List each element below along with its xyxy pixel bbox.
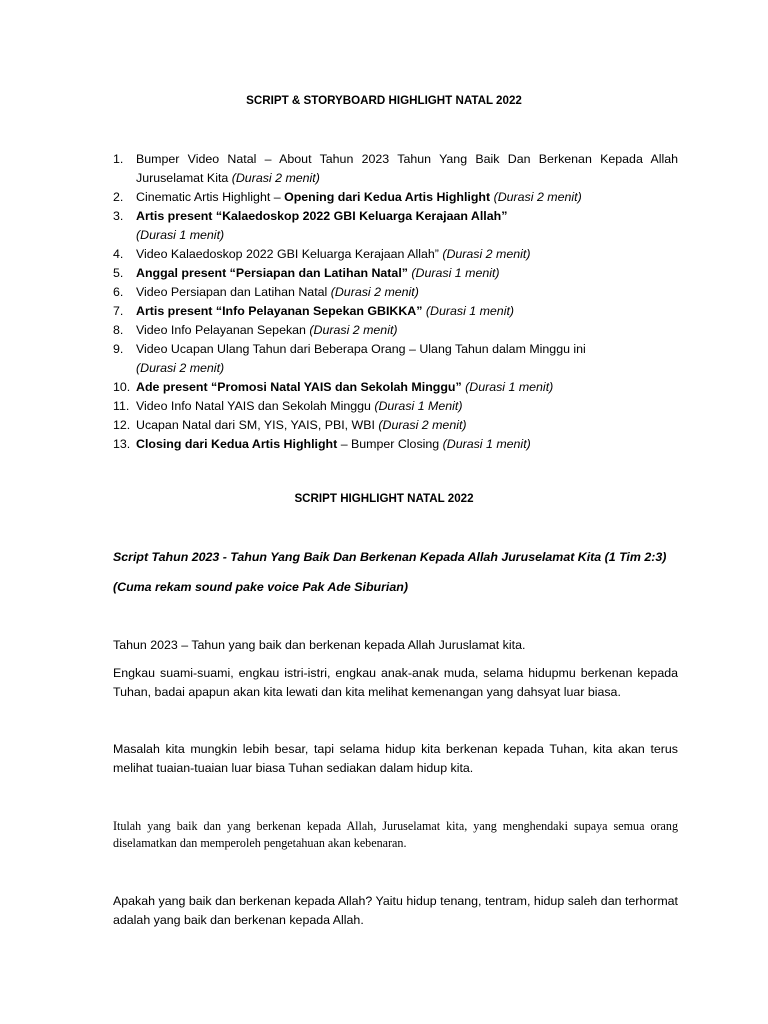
item-text: Video Info Natal YAIS dan Sekolah Minggu bbox=[136, 399, 375, 413]
item-text: (Durasi 2 menit) bbox=[378, 418, 467, 432]
item-text: (Durasi 2 menit) bbox=[231, 171, 320, 185]
paragraph: Itulah yang baik dan yang berkenan kepada Allah, Juruselamat kita, yang menghendaki supaya semua orang diselamatkan dan memperoleh pengetahuan akan kebenaran. bbox=[113, 819, 678, 850]
item-number: 12. bbox=[113, 418, 131, 432]
storyboard-item bbox=[113, 245, 678, 264]
item-text: Video Info Pelayanan Sepekan bbox=[136, 323, 310, 337]
item-text: (Durasi 2 menit) bbox=[136, 361, 225, 375]
storyboard-item bbox=[113, 283, 678, 302]
storyboard-item bbox=[113, 435, 678, 454]
paragraph: Masalah kita mungkin lebih besar, tapi selama hidup kita berkenan kepada Tuhan, kita akan terus melihat tuaian-tuaian luar biasa Tuhan sediakan dalam hidup kita. bbox=[113, 742, 678, 775]
item-text: (Durasi 2 menit) bbox=[309, 323, 398, 337]
storyboard-item bbox=[113, 321, 678, 340]
item-text: Artis present “Kalaedoskop 2022 GBI Keluarga Kerajaan Allah” bbox=[136, 209, 508, 223]
item-number: 1. bbox=[113, 152, 124, 166]
document-title: SCRIPT & STORYBOARD HIGHLIGHT NATAL 2022 bbox=[246, 94, 522, 107]
storyboard-item bbox=[113, 188, 678, 207]
item-text: – Bumper Closing bbox=[337, 437, 443, 451]
item-number: 9. bbox=[113, 342, 124, 356]
section-title: SCRIPT HIGHLIGHT NATAL 2022 bbox=[294, 492, 474, 505]
storyboard-item bbox=[113, 264, 678, 283]
item-text: (Durasi 1 Menit) bbox=[374, 399, 463, 413]
item-text: (Durasi 1 menit) bbox=[465, 380, 554, 394]
item-text: Opening dari Kedua Artis Highlight bbox=[284, 190, 491, 204]
item-number: 3. bbox=[113, 209, 124, 223]
item-text: Artis present “Info Pelayanan Sepekan GBIKKA” bbox=[136, 304, 423, 318]
item-text: (Durasi 1 menit) bbox=[425, 304, 515, 318]
paragraph: Tahun 2023 – Tahun yang baik dan berkenan kepada Allah Juruslamat kita. bbox=[113, 638, 526, 652]
storyboard-item bbox=[113, 416, 678, 435]
item-text: Video Ucapan Ulang Tahun dari Beberapa Orang – Ulang Tahun dalam Minggu ini bbox=[136, 342, 586, 356]
item-number: 8. bbox=[113, 323, 124, 337]
item-text: (Durasi 2 menit) bbox=[493, 190, 582, 204]
paragraph: Apakah yang baik dan berkenan kepada Allah? Yaitu hidup tenang, tentram, hidup saleh dan terhormat adalah yang baik dan berkenan kepada Allah. bbox=[113, 894, 678, 927]
storyboard-list bbox=[113, 150, 678, 454]
item-text: (Durasi 1 menit) bbox=[136, 228, 225, 242]
item-number: 2. bbox=[113, 190, 124, 204]
item-number: 6. bbox=[113, 285, 124, 299]
item-number: 11. bbox=[113, 399, 130, 413]
item-text: Video Kalaedoskop 2022 GBI Keluarga Kerajaan Allah” bbox=[136, 247, 443, 261]
item-text: Cinematic Artis Highlight – bbox=[136, 190, 285, 204]
item-text: Ade present “Promosi Natal YAIS dan Sekolah Minggu” bbox=[136, 380, 462, 394]
item-text: Ucapan Natal dari SM, YIS, YAIS, PBI, WBI bbox=[136, 418, 379, 432]
item-text: Anggal present “Persiapan dan Latihan Natal” bbox=[136, 266, 408, 280]
storyboard-item bbox=[113, 150, 678, 188]
storyboard-item bbox=[113, 378, 678, 397]
item-number: 7. bbox=[113, 304, 124, 318]
item-text: (Durasi 2 menit) bbox=[330, 285, 419, 299]
item-text: (Durasi 1 menit) bbox=[442, 437, 531, 451]
paragraph: Engkau suami-suami, engkau istri-istri, engkau anak-anak muda, selama hidupmu berkenan kepada Tuhan, badai apapun akan kita lewati dan kita melihat kemenangan yang dahsyat luar biasa. bbox=[113, 666, 678, 699]
storyboard-item bbox=[113, 340, 678, 378]
item-number: 4. bbox=[113, 247, 124, 261]
item-text: (Durasi 1 menit) bbox=[411, 266, 500, 280]
storyboard-item bbox=[113, 207, 678, 245]
recording-note: (Cuma rekam sound pake voice Pak Ade Siburian) bbox=[113, 580, 408, 594]
item-number: 5. bbox=[113, 266, 124, 280]
item-text: Bumper Video Natal – About Tahun 2023 Tahun Yang Baik Dan Berkenan Kepada Allah Juruselamat Kita bbox=[136, 152, 678, 185]
item-number: 13. bbox=[113, 437, 131, 451]
storyboard-item bbox=[113, 397, 678, 416]
item-text: Closing dari Kedua Artis Highlight bbox=[136, 437, 338, 451]
item-text: (Durasi 2 menit) bbox=[442, 247, 531, 261]
storyboard-item bbox=[113, 302, 678, 321]
item-text: Video Persiapan dan Latihan Natal bbox=[136, 285, 331, 299]
script-heading: Script Tahun 2023 - Tahun Yang Baik Dan Berkenan Kepada Allah Juruselamat Kita (1 Tim 2:3) bbox=[113, 550, 667, 564]
item-number: 10. bbox=[113, 380, 131, 394]
